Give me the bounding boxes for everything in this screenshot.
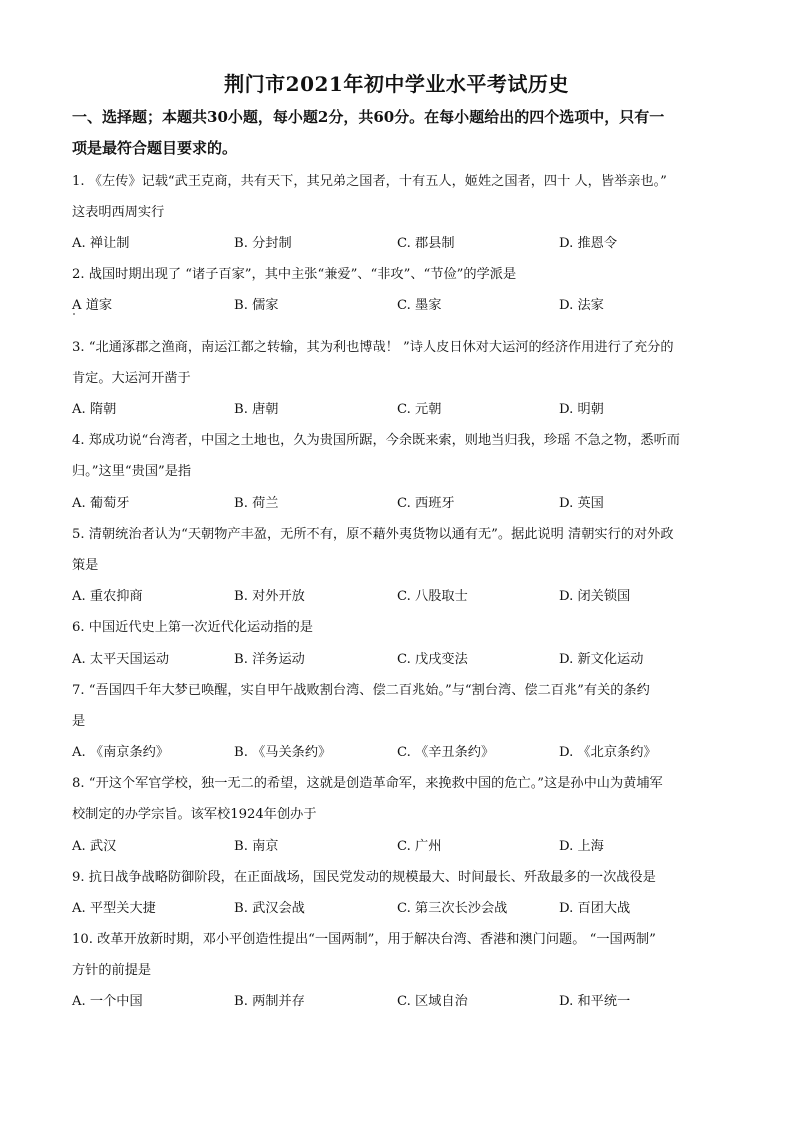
section-heading [72, 102, 732, 164]
option-d[interactable]: D. 《北京条约》 [559, 745, 657, 760]
option-b[interactable]: B. 《马关条约》 [234, 745, 332, 760]
option-c[interactable]: C. 八股取士 [397, 589, 468, 604]
question-8-text: 8. “开这个军官学校，独一无二的希望，这就是创造革命军，来挽救中国的危亡。”这是孙中山为黄埔军 [72, 776, 663, 791]
question-10-text: 10. 改革开放新时期，邓小平创造性提出“一国两制”，用于解决台湾、香港和澳门问题。 “一国两制” [72, 932, 656, 947]
option-d[interactable]: D. 英国 [559, 496, 604, 511]
question-7-text: 7. “吾国四千年大梦已唤醒，实自甲午战败割台湾、偿二百兆始。”与“割台湾、偿二百兆”有关的条约 [72, 683, 650, 698]
option-b[interactable]: B. 唐朝 [234, 402, 279, 417]
section-heading-line: 项是最符合题目要求的。 [72, 139, 238, 157]
question-1-options [72, 234, 732, 254]
question-10-options [72, 992, 732, 1012]
option-c[interactable]: C. 《辛丑条约》 [397, 745, 495, 760]
question-5-text: 策是 [72, 558, 99, 573]
question-4-options [72, 494, 732, 514]
option-c[interactable]: C. 郡县制 [397, 236, 455, 251]
option-a[interactable]: A. 《南京条约》 [72, 745, 170, 760]
question-6-text: 6. 中国近代史上第一次近代化运动指的是 [72, 620, 313, 635]
question-6-options [72, 650, 732, 670]
option-a[interactable]: A 道家 [72, 298, 113, 313]
option-d[interactable]: D. 法家 [559, 298, 604, 313]
option-a[interactable]: A. 隋朝 [72, 402, 117, 417]
question-4-text: 4. 郑成功说“台湾者，中国之土地也，久为贵国所踞，今余既来索，则地当归我，珍瑶 不急之物，悉听而 [72, 433, 680, 448]
question-7-options [72, 743, 732, 763]
option-d[interactable]: D. 新文化运动 [559, 652, 644, 667]
option-c[interactable]: C. 第三次长沙会战 [397, 901, 508, 916]
option-c[interactable]: C. 区域自治 [397, 994, 468, 1009]
question-2-text: 2. 战国时期出现了 “诸子百家”，其中主张“兼爱”、“非攻”、“节俭”的学派是 [72, 267, 517, 282]
option-a[interactable]: A. 太平天国运动 [72, 652, 170, 667]
option-c[interactable]: C. 西班牙 [397, 496, 455, 511]
option-c[interactable]: C. 元朝 [397, 402, 442, 417]
stray-mark [73, 313, 75, 315]
option-b[interactable]: B. 分封制 [234, 236, 292, 251]
option-d[interactable]: D. 明朝 [559, 402, 604, 417]
question-7-text: 是 [72, 714, 86, 729]
option-a[interactable]: A. 葡萄牙 [72, 496, 130, 511]
question-8-text: 校制定的办学宗旨。该军校1924年创办于 [72, 807, 317, 822]
section-heading-line: 一、选择题；本题共30小题，每小题2分，共60分。在每小题给出的四个选项中，只有一 [72, 108, 665, 126]
option-d[interactable]: D. 闭关锁国 [559, 589, 631, 604]
option-d[interactable]: D. 和平统一 [559, 994, 631, 1009]
option-c[interactable]: C. 广州 [397, 839, 442, 854]
option-b[interactable]: B. 洋务运动 [234, 652, 305, 667]
option-a[interactable]: A. 重农抑商 [72, 589, 143, 604]
question-10-text: 方针的前提是 [72, 963, 152, 978]
option-b[interactable]: B. 儒家 [234, 298, 279, 313]
question-9-text: 9. 抗日战争战略防御阶段，在正面战场，国民党发动的规模最大、时间最长、歼敌最多的一次战役是 [72, 870, 656, 885]
question-8-options [72, 837, 732, 857]
option-b[interactable]: B. 南京 [234, 839, 279, 854]
question-3-options [72, 400, 732, 420]
question-3-text: 肯定。大运河开凿于 [72, 371, 191, 386]
question-1-text: 这表明西周实行 [72, 205, 165, 220]
question-4-text: 归。”这里“贵国”是指 [72, 464, 192, 479]
option-a[interactable]: A. 一个中国 [72, 994, 143, 1009]
option-c[interactable]: C. 戊戌变法 [397, 652, 468, 667]
question-3-text: 3. “北通涿郡之渔商，南运江都之转输，其为利也博哉！ ”诗人皮日休对大运河的经济作用进行了充分的 [72, 340, 674, 355]
exam-title: 荆门市2021年初中学业水平考试历史 [224, 72, 569, 96]
option-d[interactable]: D. 百团大战 [559, 901, 631, 916]
option-b[interactable]: B. 武汉会战 [234, 901, 305, 916]
question-9-options [72, 899, 732, 919]
option-d[interactable]: D. 推恩令 [559, 236, 618, 251]
question-1-text: 1. 《左传》记载“武王克商，共有天下，其兄弟之国者，十有五人，姬姓之国者，四十 人，皆举亲也。” [72, 174, 667, 189]
option-a[interactable]: A. 武汉 [72, 839, 117, 854]
question-2-options [72, 296, 732, 316]
question-5-options [72, 587, 732, 607]
option-b[interactable]: B. 对外开放 [234, 589, 305, 604]
option-b[interactable]: B. 两制并存 [234, 994, 305, 1009]
option-b[interactable]: B. 荷兰 [234, 496, 279, 511]
option-d[interactable]: D. 上海 [559, 839, 604, 854]
option-c[interactable]: C. 墨家 [397, 298, 442, 313]
option-a[interactable]: A. 平型关大捷 [72, 901, 156, 916]
question-5-text: 5. 清朝统治者认为“天朝物产丰盈，无所不有，原不藉外夷货物以通有无”。据此说明 清朝实行的对外政 [72, 527, 674, 542]
option-a[interactable]: A. 禅让制 [72, 236, 130, 251]
